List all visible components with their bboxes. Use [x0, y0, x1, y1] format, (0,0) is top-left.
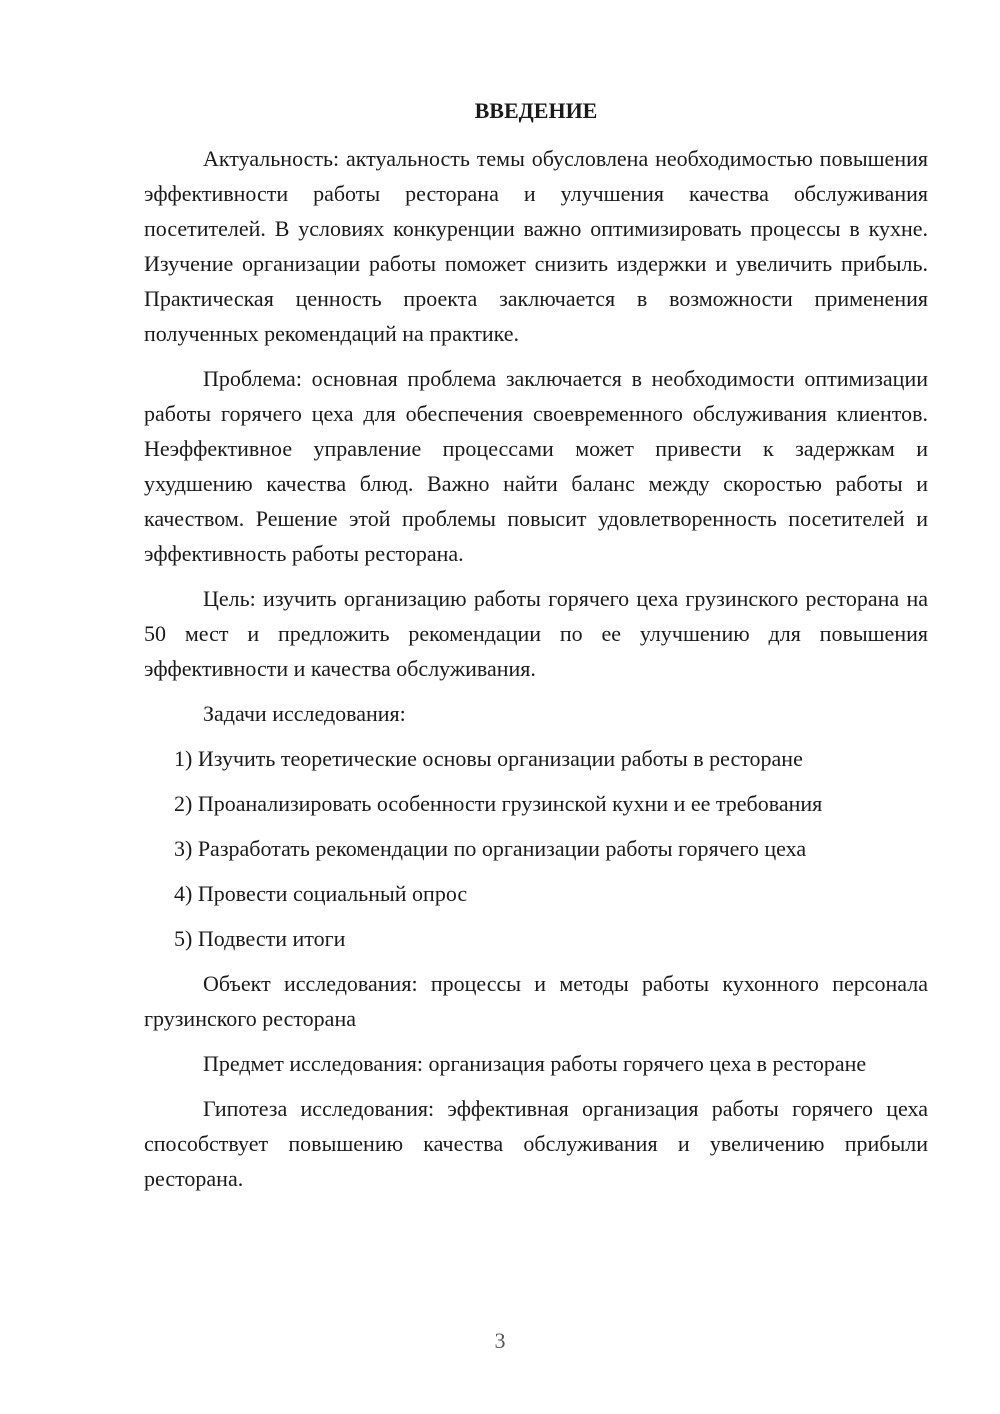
object-paragraph: Объект исследования: процессы и методы работы кухонного персонала грузинского ресторана	[144, 971, 928, 1031]
section-title: ВВЕДЕНИЕ	[474, 98, 598, 123]
page-number: 3	[494, 1328, 506, 1353]
hypothesis-paragraph: Гипотеза исследования: эффективная организация работы горячего цеха способствует повышению качества обслуживания и увеличению прибыли ресторана.	[144, 1096, 928, 1191]
task-item: 2) Проанализировать особенности грузинской кухни и ее требования	[174, 791, 823, 816]
task-item: 1) Изучить теоретические основы организации работы в ресторане	[174, 746, 803, 771]
task-item: 4) Провести социальный опрос	[174, 881, 468, 906]
document-page	[144, 93, 928, 1206]
problem-paragraph: Проблема: основная проблема заключается в необходимости оптимизации работы горячего цеха для обеспечения своевременного обслуживания клиентов. Неэффективное управление процессами может привести к задержкам и ухудшению качества блюд. Важно найти баланс между скоростью работы и качеством. Решение этой проблемы повысит удовлетворенность посетителей и эффективность работы ресторана.	[144, 366, 928, 566]
tasks-list	[144, 741, 928, 956]
relevance-paragraph: Актуальность: актуальность темы обусловлена необходимостью повышения эффективности работы ресторана и улучшения качества обслуживания посетителей. В условиях конкуренции важно оптимизировать процессы в кухне. Изучение организации работы поможет снизить издержки и увеличить прибыль. Практическая ценность проекта заключается в возможности применения полученных рекомендаций на практике.	[144, 146, 928, 346]
task-item: 5) Подвести итоги	[174, 926, 346, 951]
tasks-heading: Задачи исследования:	[203, 701, 406, 726]
goal-paragraph: Цель: изучить организацию работы горячего цеха грузинского ресторана на 50 мест и предложить рекомендации по ее улучшению для повышения эффективности и качества обслуживания.	[144, 586, 928, 681]
subject-paragraph: Предмет исследования: организация работы горячего цеха в ресторане	[203, 1051, 867, 1076]
task-item: 3) Разработать рекомендации по организации работы горячего цеха	[174, 836, 807, 861]
